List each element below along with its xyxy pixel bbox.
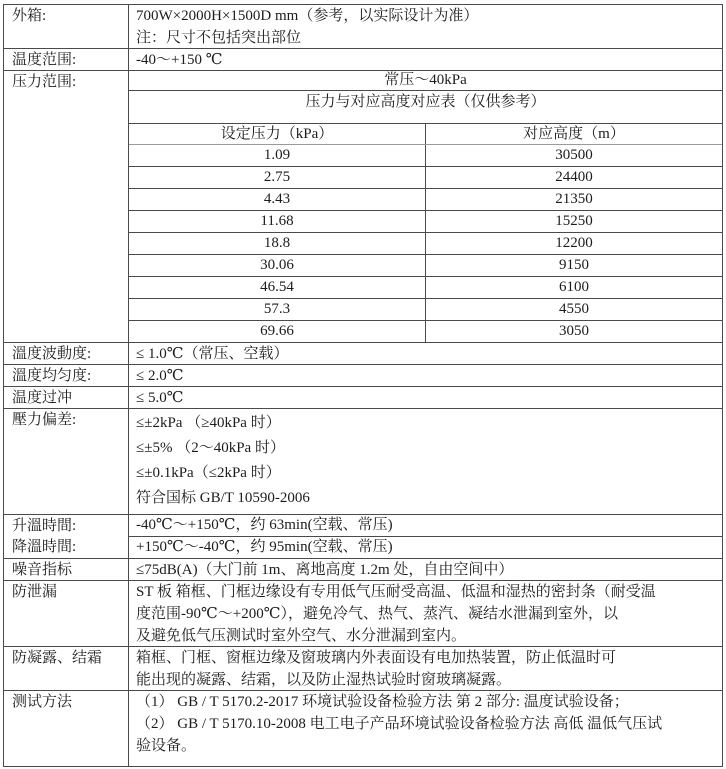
leak-prevention-label: 防泄漏 [4,581,129,646]
cooling-time-label: 降溫時間: [12,539,77,555]
temp-range-value: -40～+150 ℃ [136,52,223,68]
outer-box-note: 注：尺寸不包括突出部位 [136,30,302,46]
row-condensation-prevention [4,646,722,690]
table-row [129,188,722,210]
pressure-range-value: 常压～40kPa [384,72,467,88]
pressure-column-header: 设定压力（kPa） [129,124,426,144]
altitude-cell: 21350 [555,191,593,207]
temp-range-label: 温度范围: [4,49,129,70]
spec-table [3,4,723,767]
row-heating-cooling-time [4,514,722,558]
altitude-cell: 3050 [559,323,589,339]
pressure-cell: 18.8 [129,233,426,254]
time-values [129,515,722,558]
temp-fluctuation-value: ≤ 1.0℃（常压、空载） [136,346,289,362]
pressure-cell: 57.3 [129,299,426,320]
test-method-line: （1） GB / T 5170.2-2017 环境试验设备检验方法 第 2 部分: 温度试验设备； [136,694,629,710]
table-row [129,276,722,298]
pressure-deviation-label: 壓力偏差: [4,409,129,514]
temp-uniformity-value: ≤ 2.0℃ [136,368,184,384]
pressure-deviation-standard: 符合国标 GB/T 10590-2006 [136,490,310,506]
altitude-cell: 12200 [555,235,593,251]
altitude-column-header: 对应高度（m） [523,125,625,142]
temp-overshoot-value: ≤ 5.0℃ [136,390,184,406]
outer-box-label: 外箱: [4,5,129,48]
row-pressure-range [4,70,722,342]
condensation-prevention-line: 能出现的凝露、结霜，以及防止湿热试验时窗玻璃凝露。 [136,672,512,688]
altitude-cell: 30500 [555,147,593,163]
row-leak-prevention [4,580,722,646]
temp-uniformity-label: 溫度均匀度: [4,365,129,386]
pressure-cell: 1.09 [129,145,426,166]
pressure-deviation-line: ≤±5% （2～40kPa 时） [136,440,285,456]
condensation-prevention-line: 箱框、门框、窗框边缘及窗玻璃内外表面设有电加热装置，防止低温时可 [136,650,617,666]
row-temp-range [4,48,722,70]
test-method-line: （2） GB / T 5170.10-2008 电工电子产品环境试验设备检验方法 高低 温低气压试 [136,716,663,732]
row-temp-overshoot [4,386,722,408]
row-test-method [4,690,722,766]
pressure-cell: 2.75 [129,167,426,188]
leak-prevention-value [129,581,722,646]
temp-overshoot-label: 温度过冲 [4,387,129,408]
pressure-range-content [129,71,722,342]
pressure-cell: 69.66 [129,321,426,342]
pressure-deviation-line: ≤±0.1kPa（≤2kPa 时） [136,465,281,481]
test-method-value [129,691,722,766]
heating-time-value: -40℃～+150℃，约 63min(空载、常压) [136,517,393,533]
heating-time-label: 升溫時間: [12,518,77,534]
row-outer-box [4,5,722,48]
outer-box-value [129,5,722,48]
pressure-altitude-table-title: 压力与对应高度对应表（仅供参考） [129,90,722,123]
condensation-prevention-value [129,647,722,690]
table-row [129,298,722,320]
outer-box-dimensions: 700W×2000H×1500D mm（参考，以实际设计为准） [136,8,479,24]
leak-prevention-line: ST 板 箱框、门框边缘设有专用低气压耐受高温、低温和湿热的密封条（耐受温 [136,584,656,600]
row-temp-uniformity [4,364,722,386]
cooling-time-value: +150℃～-40℃，约 95min(空载、常压) [129,536,722,558]
test-method-label: 测试方法 [4,691,129,766]
pressure-deviation-line: ≤±2kPa （≥40kPa 时） [136,415,281,431]
pressure-cell: 11.68 [129,211,426,232]
altitude-cell: 15250 [555,213,593,229]
table-row [129,166,722,188]
table-row [129,210,722,232]
pressure-cell: 46.54 [129,277,426,298]
table-row [129,320,722,342]
leak-prevention-line: 及避免低气压测试时室外空气、水分泄漏到室内。 [136,628,467,644]
pressure-range-label: 压力范围: [4,71,129,342]
altitude-cell: 4550 [559,301,589,317]
altitude-cell: 9150 [559,257,589,273]
condensation-prevention-label: 防凝露、结霜 [4,647,129,690]
altitude-cell: 24400 [555,169,593,185]
test-method-line: 验设备。 [136,738,197,754]
table-row [129,145,722,166]
noise-value: ≤75dB(A)（大门前 1m、离地高度 1.2m 处，自由空间中） [136,562,514,578]
altitude-cell: 6100 [559,279,589,295]
temp-fluctuation-label: 溫度波動度: [4,343,129,364]
noise-label: 噪音指标 [4,559,129,580]
leak-prevention-line: 度范围-90℃～+200℃），避免冷气、热气、蒸汽、凝结水泄漏到室外，以 [136,606,619,622]
pressure-cell: 4.43 [129,189,426,210]
row-noise [4,558,722,580]
time-labels [4,515,129,558]
row-pressure-deviation [4,408,722,514]
table-row [129,232,722,254]
table-row [129,254,722,276]
pressure-deviation-value [129,409,722,514]
pressure-altitude-header-row [129,123,722,145]
pressure-cell: 30.06 [129,255,426,276]
row-temp-fluctuation [4,342,722,364]
